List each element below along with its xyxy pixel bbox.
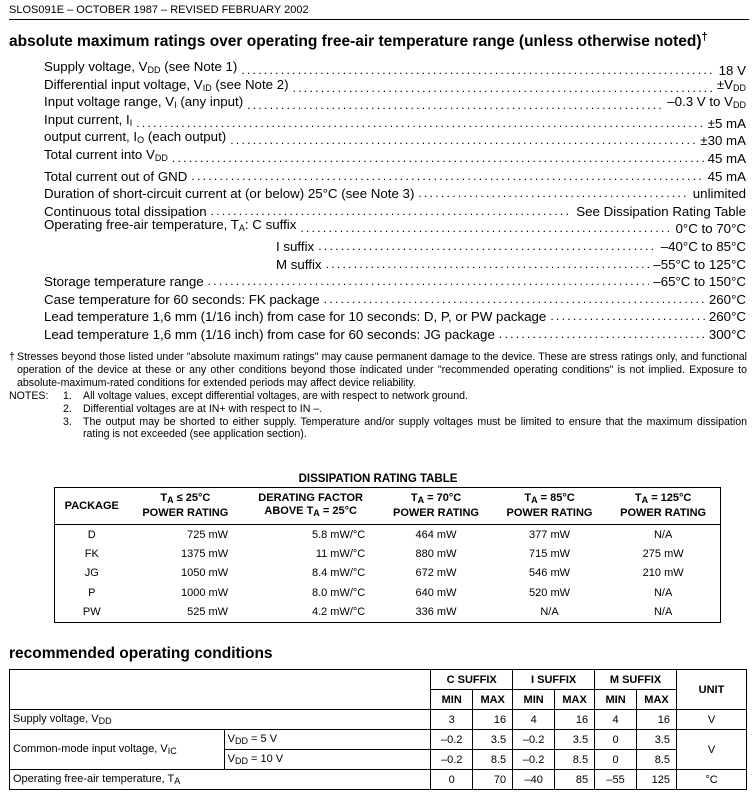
supply-voltage-row: Supply voltage, $V_{DD}$ 3 16 4 16 4 16 V (10, 710, 747, 730)
rating-label: Continuous total dissipation (44, 203, 207, 219)
dissipation-rows (55, 525, 721, 623)
min-header: MIN (595, 690, 637, 710)
leader-dots (326, 256, 650, 274)
dissipation-cell: 880 mW (415, 548, 457, 561)
rating-row (44, 256, 746, 274)
unit-header: UNIT (677, 670, 747, 710)
dissipation-cell: 672 mW (415, 567, 457, 580)
rating-value: 45 mA (707, 150, 746, 166)
rating-row (44, 308, 746, 326)
dissipation-cell: 715 mW (529, 548, 570, 561)
recommended-conditions-table (9, 669, 747, 790)
dissipation-cell: N/A (653, 528, 673, 541)
rating-label: Differential input voltage, $V_{ID}$ (see Note 2) (44, 76, 289, 93)
cm-condition-5v: $V_{DD} = 5$ V (224, 730, 431, 750)
notes-label: NOTES: (9, 389, 49, 402)
dissipation-cell: 8.4 mW/°C (311, 567, 366, 580)
document-header: SLOS091E – OCTOBER 1987 – REVISED FEBRUARY 2002 (9, 4, 309, 16)
dissipation-cell: 336 mW (415, 606, 457, 619)
dissipation-row (55, 544, 721, 563)
cm-condition-10v: $V_{DD} = 10$ V (224, 750, 431, 770)
leader-dots (208, 273, 650, 291)
footnote-mark: † (9, 351, 15, 363)
rating-label: I suffix (276, 238, 315, 254)
rating-value: 260°C (708, 309, 746, 325)
leader-dots (418, 185, 688, 203)
rating-row (44, 238, 746, 256)
leader-dots (241, 62, 714, 80)
rating-value: –40°C to 85°C (660, 238, 746, 254)
dissipation-cell: 8.0 mW/°C (311, 586, 366, 599)
col-derating: DERATING FACTOR ABOVE $T_A = 25^\circ C$ (242, 488, 379, 525)
rating-value: 18 V (718, 63, 746, 78)
rating-label: M suffix (276, 256, 322, 272)
dissipation-row (55, 603, 721, 623)
rating-label: Operating free-air temperature, $T_A$: C suffix (44, 217, 297, 234)
footnote (9, 351, 747, 390)
dissipation-cell: JG (84, 567, 99, 580)
notes-section (9, 351, 747, 441)
dissipation-cell: 725 mW (187, 528, 229, 541)
rec-blank-header (10, 670, 431, 710)
dissipation-cell: 1375 mW (181, 548, 229, 561)
col-power-70: $T_A = 70^\circ C$ POWER RATING (379, 488, 493, 525)
rating-row (44, 273, 746, 291)
supply-voltage-label: Supply voltage, $V_{DD}$ (10, 710, 431, 730)
dissipation-cell: FK (84, 548, 99, 561)
rating-value: –65°C to 150°C (653, 274, 746, 290)
dissipation-cell: N/A (540, 606, 559, 619)
dissipation-cell: 275 mW (642, 548, 684, 561)
rating-label: Input current, $I_I$ (44, 111, 133, 128)
i-suffix-header: I SUFFIX (513, 670, 595, 690)
rating-row (44, 217, 746, 238)
abs-max-title: absolute maximum ratings over operating free-air temperature range (unless otherwise noted)† (9, 31, 708, 51)
leader-dots (247, 97, 663, 115)
rating-label: Supply voltage, $V_{DD}$ (see Note 1) (44, 59, 238, 75)
rating-label: Total current out of GND (44, 168, 188, 184)
rating-row (44, 185, 746, 203)
rating-label: Duration of short-circuit current at (or below) 25°C (see Note 3) (44, 186, 415, 202)
leader-dots (230, 132, 696, 150)
rating-row (44, 326, 746, 344)
rating-value: 260°C (708, 291, 746, 307)
col-power-125: $T_A = 125^\circ C$ POWER RATING (606, 488, 720, 525)
rating-label: Lead temperature 1,6 mm (1/16 inch) from case for 10 seconds: D, P, or PW package (44, 309, 547, 325)
dissipation-cell: 1000 mW (181, 586, 229, 599)
m-suffix-header: M SUFFIX (595, 670, 677, 690)
max-header: MAX (555, 690, 595, 710)
dissipation-cell: 464 mW (415, 528, 457, 541)
c-suffix-header: C SUFFIX (431, 670, 513, 690)
abs-max-ratings-list (44, 59, 746, 344)
rating-label: Storage temperature range (44, 274, 204, 290)
leader-dots (324, 291, 705, 309)
rating-value: 300°C (708, 326, 746, 342)
leader-dots (293, 80, 713, 98)
note-1: NOTES: 1. All voltage values, except differential voltages, are with respect to network ground. (9, 389, 468, 402)
dissipation-cell: 546 mW (529, 567, 570, 580)
temperature-label: Operating free-air temperature, $T_A$ (10, 770, 431, 790)
rating-row (44, 291, 746, 309)
max-header: MAX (473, 690, 513, 710)
dissipation-row (55, 583, 721, 602)
leader-dots (300, 220, 671, 238)
common-mode-label: Common-mode input voltage, $V_{IC}$ (10, 730, 225, 770)
dissipation-cell: 4.2 mW/°C (311, 606, 366, 619)
dissipation-cell: P (88, 586, 96, 599)
rating-value: 0°C to 70°C (675, 221, 746, 237)
dissipation-cell: PW (82, 606, 101, 619)
rating-value: $\pm V_{DD}$ (716, 76, 746, 93)
col-package: PACKAGE (55, 488, 129, 525)
leader-dots (172, 150, 704, 168)
dissipation-cell: 5.8 mW/°C (311, 528, 366, 541)
rating-value: –55°C to 125°C (653, 256, 746, 272)
dissipation-cell: D (87, 528, 96, 541)
dissipation-cell: N/A (653, 606, 673, 619)
dissipation-cell: 377 mW (529, 528, 570, 541)
dissipation-cell: 1050 mW (181, 567, 229, 580)
note-3: 3. The output may be shorted to either supply. Temperature and/or supply voltages must be limited to ensure that the maximum dissipation rating is not exceeded (see application section). (63, 415, 747, 441)
dissipation-row (55, 525, 721, 545)
rating-value: 45 mA (707, 168, 746, 184)
max-header: MAX (637, 690, 677, 710)
footnote-text: Stresses beyond those listed under "absolute maximum ratings" may cause permanent damage to the device. These are stress ratings only, and functional operation of the device at these or any other conditions beyond those indicated under "recommended operating conditions" is not implied. Exposure to absolute-maximum-rated conditions for extended periods may affect device reliability. (17, 351, 747, 389)
rating-value: –0.3 V to $V_{DD}$ (667, 94, 746, 111)
rating-value: ±5 mA (707, 115, 746, 131)
common-mode-row-1: Common-mode input voltage, $V_{IC}$ $V_{DD} = 5$ V –0.2 3.5 –0.2 3.5 0 3.5 V (10, 730, 747, 750)
min-header: MIN (431, 690, 473, 710)
common-mode-row-2: $V_{DD} = 10$ V –0.2 8.5 –0.2 8.5 0 8.5 (10, 750, 747, 770)
rating-label: Lead temperature 1,6 mm (1/16 inch) from case for 60 seconds: JG package (44, 326, 495, 342)
dissipation-cell: N/A (653, 586, 673, 599)
rating-label: Total current into $V_{DD}$ (44, 146, 168, 163)
dissipation-table-title: DISSIPATION RATING TABLE (298, 473, 458, 485)
recommended-title: recommended operating conditions (9, 645, 273, 662)
col-power-25: $T_A \le 25^\circ C$ POWER RATING (129, 488, 243, 525)
dissipation-cell: 210 mW (642, 567, 684, 580)
leader-dots (318, 238, 657, 256)
dissipation-row (55, 564, 721, 583)
temperature-row: Operating free-air temperature, $T_A$ 0 70 –40 85 –55 125 °C (10, 770, 747, 790)
note-2: 2. Differential voltages are at IN+ with respect to IN –. (63, 402, 323, 415)
dissipation-cell: 520 mW (529, 586, 570, 599)
dissipation-rating-table (54, 487, 721, 623)
rating-label: Input voltage range, $V_I$ (any input) (44, 94, 244, 111)
rating-label: Case temperature for 60 seconds: FK package (44, 291, 320, 307)
rating-row (44, 94, 746, 115)
dissipation-cell: 11 mW/°C (315, 548, 366, 561)
rating-row (44, 168, 746, 186)
leader-dots (550, 308, 705, 326)
leader-dots (191, 168, 703, 186)
rating-value: ±30 mA (700, 133, 746, 149)
min-header: MIN (513, 690, 555, 710)
rating-value: unlimited (692, 186, 746, 202)
rating-row (44, 146, 746, 168)
dissipation-cell: 640 mW (415, 586, 457, 599)
rating-value: See Dissipation Rating Table (576, 203, 746, 219)
col-power-85: $T_A = 85^\circ C$ POWER RATING (493, 488, 607, 525)
dissipation-cell: 525 mW (187, 606, 229, 619)
rating-label: output current, $I_O$ (each output) (44, 129, 227, 146)
leader-dots (499, 326, 705, 344)
header-rule (9, 19, 749, 20)
